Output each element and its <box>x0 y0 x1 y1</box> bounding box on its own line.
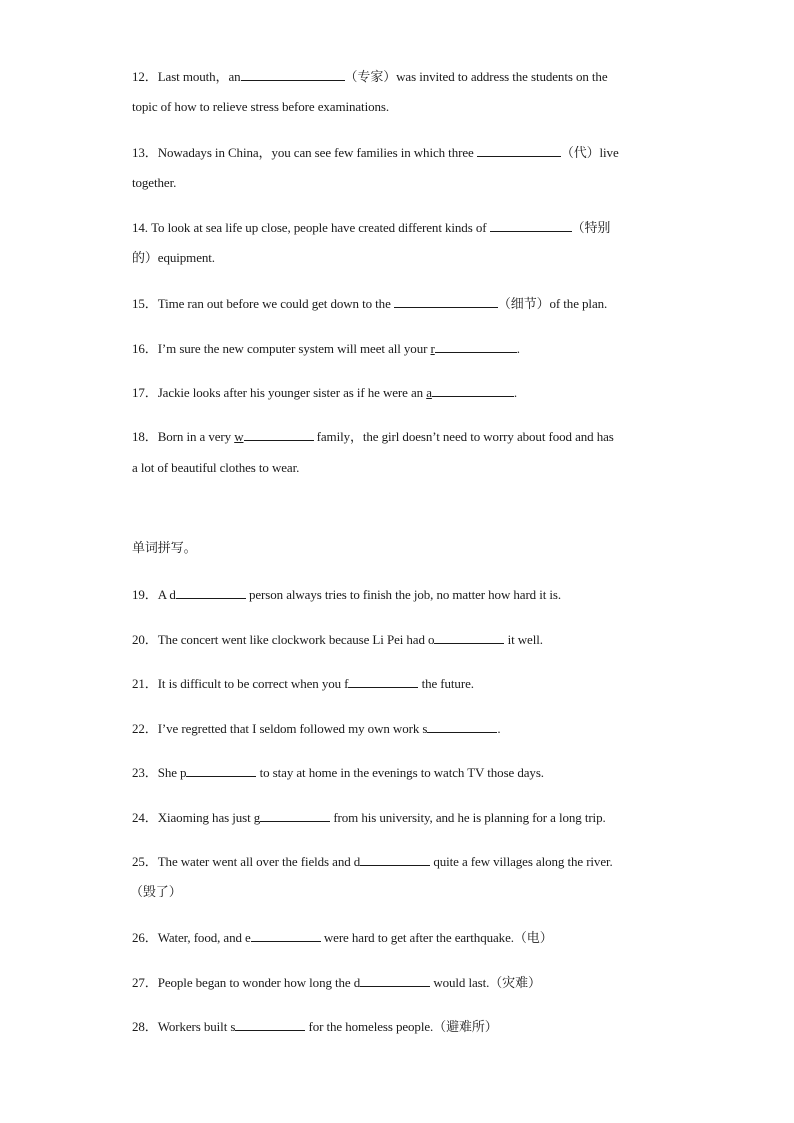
question-23 <box>132 764 544 781</box>
first-letter: a <box>426 385 432 400</box>
answer-blank[interactable] <box>360 853 430 866</box>
question-text: I’m sure the new computer system will meet all your <box>157 341 428 356</box>
question-text: Workers built s <box>157 1019 236 1034</box>
question-15 <box>132 295 607 312</box>
question-number: 25． <box>132 854 158 869</box>
question-21 <box>132 675 474 692</box>
question-number: 12． <box>132 69 158 84</box>
question-text: Water, food, and e <box>157 930 251 945</box>
first-letter: r <box>430 341 435 356</box>
first-letter: w <box>234 429 244 444</box>
question-text: . <box>513 385 518 400</box>
question-text: would last. <box>433 975 490 990</box>
question-text: It is difficult to be correct when you f <box>157 676 349 691</box>
question-number: 13． <box>132 145 158 160</box>
question-12-continued: topic of how to relieve stress before examinations. <box>132 99 389 114</box>
question-text: People began to wonder how long the d <box>157 975 361 990</box>
question-14-continued: 的）equipment. <box>132 250 215 265</box>
question-22 <box>132 720 501 737</box>
question-number: 20． <box>132 632 158 647</box>
question-text: Jackie looks after his younger sister as if he were an <box>157 385 424 400</box>
answer-blank[interactable] <box>348 675 418 688</box>
question-26 <box>132 929 553 946</box>
question-text: The concert went like clockwork because Li Pei had o <box>157 632 435 647</box>
question-12 <box>132 68 608 85</box>
question-text: Last mouth，an <box>157 69 241 84</box>
question-text: Time ran out before we could get down to the <box>157 296 391 311</box>
question-text: The water went all over the fields and d <box>157 854 361 869</box>
answer-blank[interactable] <box>241 68 345 81</box>
answer-blank[interactable] <box>176 586 246 599</box>
question-number: 14. <box>132 220 148 235</box>
question-13 <box>132 144 619 161</box>
question-text: She p <box>157 765 187 780</box>
question-text: for the homeless people. <box>308 1019 434 1034</box>
question-number: 21． <box>132 676 158 691</box>
question-number: 23． <box>132 765 158 780</box>
question-text: the future. <box>421 676 474 691</box>
question-text: . <box>516 341 520 356</box>
question-text: person always tries to finish the job, no matter how hard it is. <box>248 587 562 602</box>
answer-blank[interactable] <box>427 720 497 733</box>
hint-text: （专家） <box>344 69 397 84</box>
question-20 <box>132 631 543 648</box>
question-number: 17． <box>132 385 158 400</box>
question-number: 22． <box>132 721 158 736</box>
question-number: 24． <box>132 810 158 825</box>
question-16 <box>132 340 520 357</box>
question-text: quite a few villages along the river. <box>433 854 613 869</box>
answer-blank[interactable] <box>435 340 517 353</box>
question-number: 16． <box>132 341 158 356</box>
answer-blank[interactable] <box>244 428 314 441</box>
question-text: of the plan. <box>549 296 608 311</box>
answer-blank[interactable] <box>490 219 572 232</box>
question-24 <box>132 809 606 826</box>
question-text: was invited to address the students on the <box>396 69 608 84</box>
answer-blank[interactable] <box>434 631 504 644</box>
question-text: to stay at home in the evenings to watch TV those days. <box>259 765 544 780</box>
question-14 <box>132 219 610 236</box>
question-text: Xiaoming has just g <box>157 810 261 825</box>
question-number: 28． <box>132 1019 158 1034</box>
answer-blank[interactable] <box>235 1018 305 1031</box>
question-text: Born in a very <box>157 429 232 444</box>
question-text: family，the girl doesn’t need to worry about food and has <box>316 429 614 444</box>
question-text: Nowadays in China，you can see few families in which three <box>157 145 474 160</box>
section-title: 单词拼写。 <box>132 541 197 556</box>
hint-text: （细节） <box>497 296 550 311</box>
question-25 <box>132 853 613 870</box>
question-number: 26． <box>132 930 158 945</box>
question-28 <box>132 1018 498 1035</box>
hint-text: （灾难） <box>489 975 541 990</box>
answer-blank[interactable] <box>186 764 256 777</box>
question-18-continued: a lot of beautiful clothes to wear. <box>132 460 300 475</box>
question-13-continued: together. <box>132 175 177 190</box>
answer-blank[interactable] <box>360 974 430 987</box>
question-18 <box>132 428 614 445</box>
hint-text: （避难所） <box>433 1019 498 1034</box>
question-25-hint: （毁了） <box>130 884 182 899</box>
answer-blank[interactable] <box>260 809 330 822</box>
question-text: To look at sea life up close, people have created different kinds of <box>151 220 487 235</box>
question-text: it well. <box>507 632 543 647</box>
answer-blank[interactable] <box>251 929 321 942</box>
question-number: 19． <box>132 587 158 602</box>
question-text: from his university, and he is planning for a long trip. <box>333 810 606 825</box>
question-19 <box>132 586 561 603</box>
question-number: 15． <box>132 296 158 311</box>
question-text: . <box>497 721 501 736</box>
question-number: 18． <box>132 429 158 444</box>
hint-text: （电） <box>513 930 553 945</box>
answer-blank[interactable] <box>394 295 498 308</box>
question-27 <box>132 974 541 991</box>
question-17 <box>132 384 517 401</box>
question-text: were hard to get after the earthquake. <box>323 930 514 945</box>
hint-text: （特别 <box>571 220 611 235</box>
question-text: A d <box>157 587 176 602</box>
answer-blank[interactable] <box>432 384 514 397</box>
question-number: 27． <box>132 975 158 990</box>
question-text: I’ve regretted that I seldom followed my own work s <box>157 721 428 736</box>
question-text: live <box>599 145 619 160</box>
hint-text: （代） <box>560 145 600 160</box>
answer-blank[interactable] <box>477 144 561 157</box>
